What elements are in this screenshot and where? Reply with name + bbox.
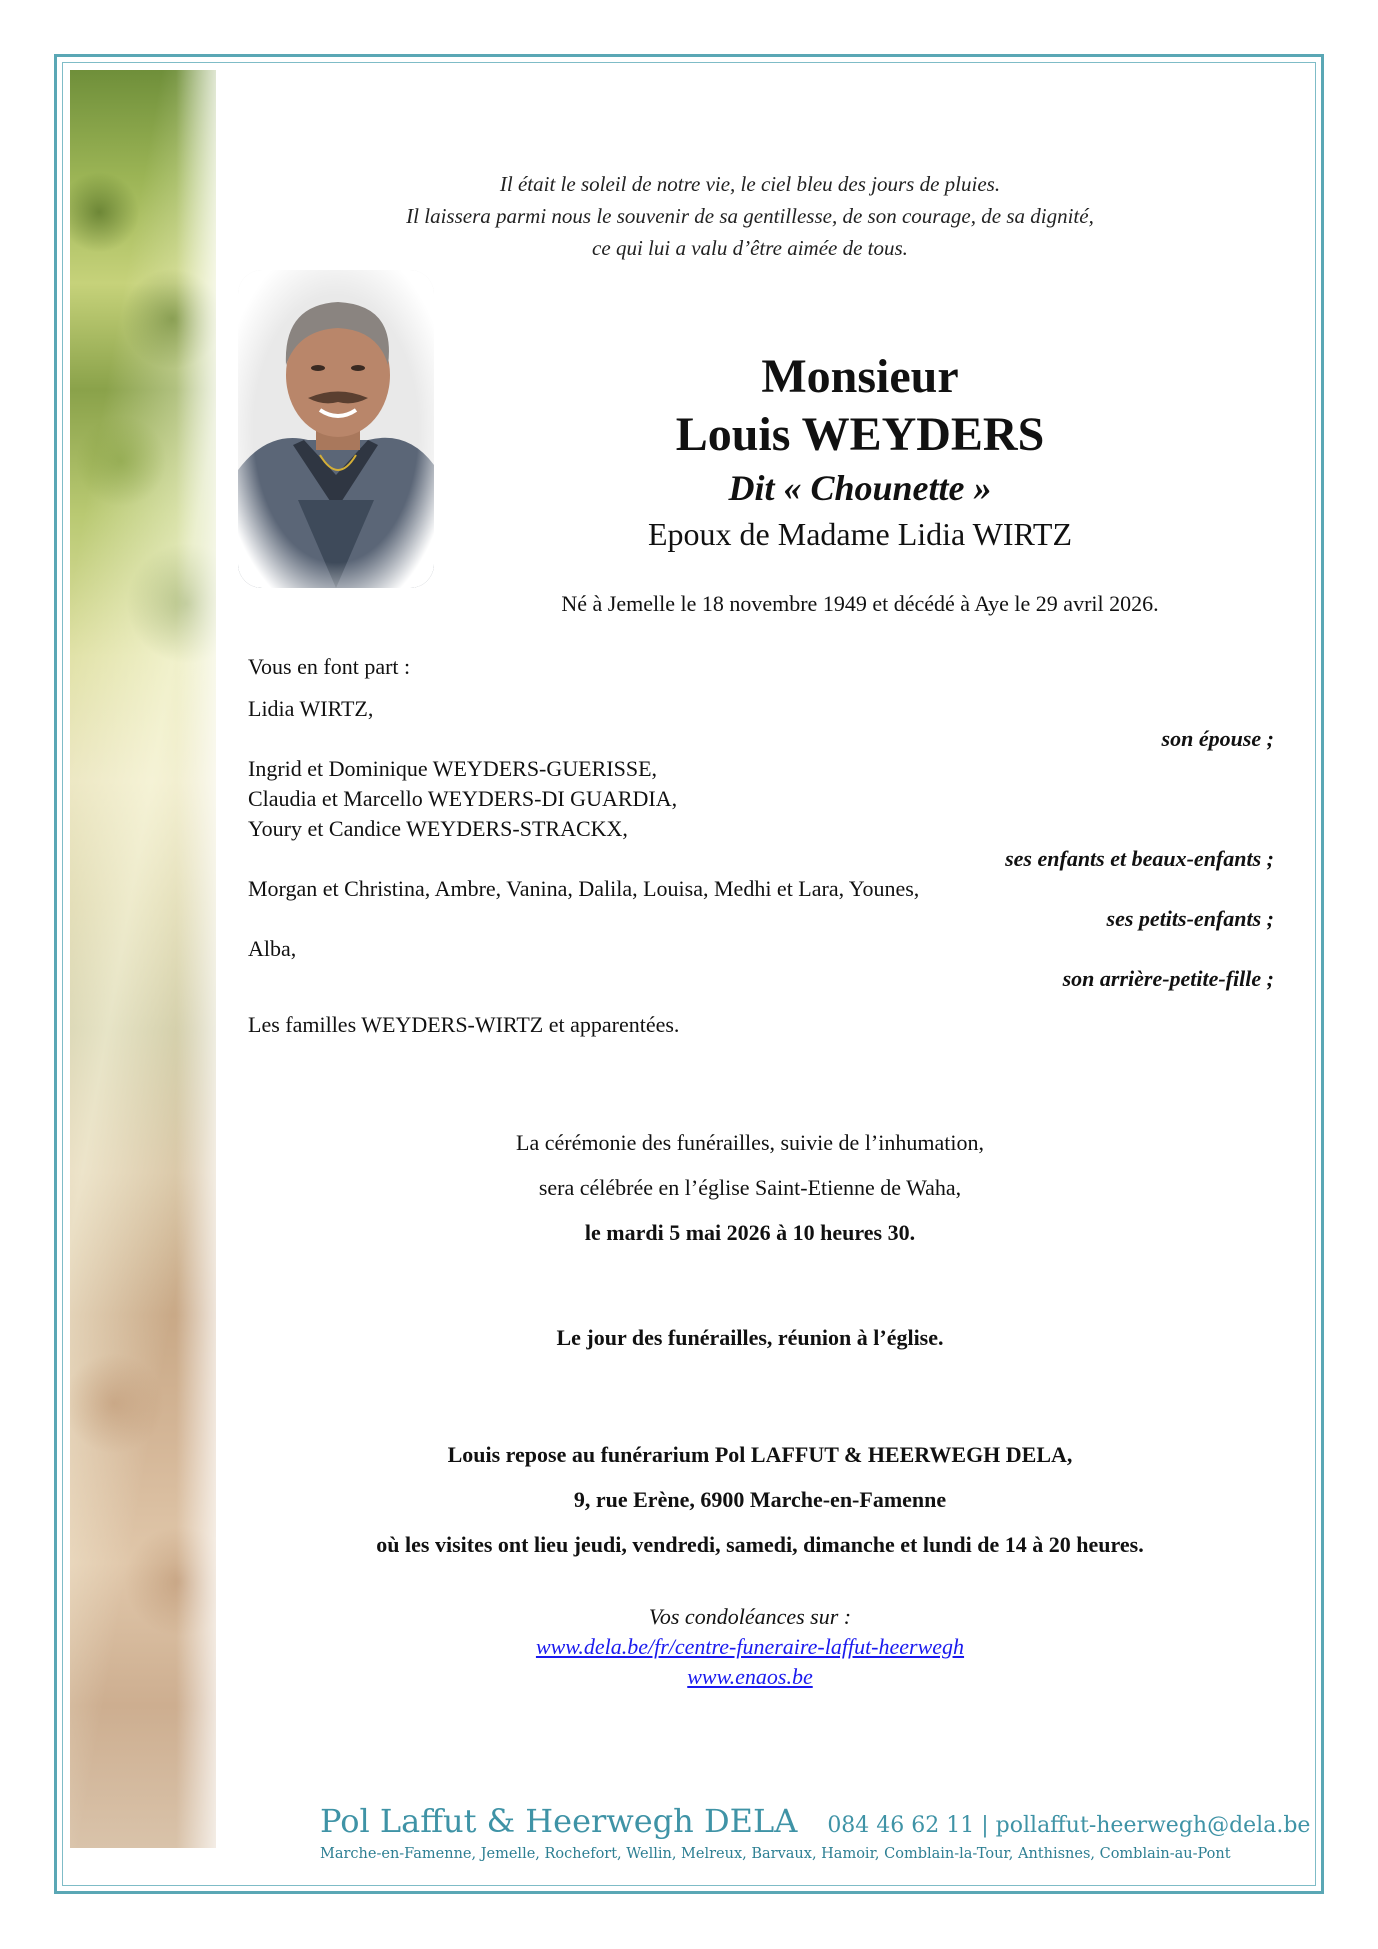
child-entry: Ingrid et Dominique WEYDERS-GUERISSE, — [248, 756, 658, 781]
funeral-home-logo-text: Pol Laffut & Heerwegh DELA — [320, 1802, 798, 1840]
family-intro: Vous en font part : — [248, 654, 411, 679]
child-entry: Youry et Candice WEYDERS-STRACKX, — [248, 816, 628, 841]
spouse-line: Epoux de Madame Lidia WIRTZ — [647, 516, 1073, 552]
quote-line: Il laissera parmi nous le souvenir de sa gentillesse, de son courage, de sa dignité, — [406, 204, 1094, 228]
condolences-block — [260, 1602, 1240, 1692]
memorial-quote — [260, 168, 1240, 264]
funeral-home-towns: Marche-en-Famenne, Jemelle, Rochefort, Wellin, Melreux, Barvaux, Hamoir, Comblain-la-Tour, Anthisnes, Comblain-au-Pont — [320, 1846, 1231, 1862]
condolences-link-dela[interactable]: www.dela.be/fr/centre-funeraire-laffut-heerwegh — [535, 1634, 965, 1659]
funeral-home-contact: 084 46 62 11 | pollaffut-heerwegh@dela.be — [827, 1813, 1311, 1838]
portrait-illustration — [238, 270, 434, 588]
funeral-home-footer — [320, 1802, 1311, 1862]
family-announcement — [248, 652, 1276, 1040]
deceased-title-block — [440, 348, 1280, 556]
spouse-entry: Lidia WIRTZ, — [248, 696, 374, 721]
visiting-hours: où les visites ont lieu jeudi, vendredi, samedi, dimanche et lundi de 14 à 20 heures. — [376, 1532, 1144, 1557]
quote-line: Il était le soleil de notre vie, le ciel bleu des jours de pluies. — [499, 172, 1001, 196]
deceased-name: Louis WEYDERS — [675, 408, 1045, 461]
meeting-note: Le jour des funérailles, réunion à l’église. — [556, 1325, 944, 1350]
children-role: ses enfants et beaux-enfants ; — [1005, 846, 1274, 871]
great-grandchild-entry: Alba, — [248, 936, 297, 961]
forest-path-image — [70, 70, 216, 1848]
repose-line: Louis repose au funérarium Pol LAFFUT & HEERWEGH DELA, — [447, 1442, 1073, 1467]
families-entry: Les familles WEYDERS-WIRTZ et apparentées. — [248, 1012, 680, 1037]
quote-line: ce qui lui a valu d’être aimée de tous. — [592, 236, 908, 260]
honorific: Monsieur — [761, 350, 959, 403]
ceremony-line: La cérémonie des funérailles, suivie de l’inhumation, — [516, 1130, 984, 1155]
spouse-role: son épouse ; — [1161, 726, 1274, 751]
band-fade — [176, 70, 216, 1848]
footer-brand-row — [320, 1802, 1311, 1840]
deceased-nickname: Dit « Chounette » — [728, 468, 992, 508]
repose-address: 9, rue Erène, 6900 Marche-en-Famenne — [573, 1487, 947, 1512]
portrait-photo — [238, 270, 434, 588]
ceremony-line: sera célébrée en l’église Saint-Etienne de Waha, — [538, 1175, 962, 1200]
great-grandchild-role: son arrière-petite-fille ; — [1062, 966, 1274, 991]
condolences-link-enaos[interactable]: www.enaos.be — [687, 1664, 813, 1689]
grandchildren-entry: Morgan et Christina, Ambre, Vanina, Dalila, Louisa, Medhi et Lara, Younes, — [248, 876, 920, 901]
ceremony-date: le mardi 5 mai 2026 à 10 heures 30. — [584, 1220, 916, 1245]
child-entry: Claudia et Marcello WEYDERS-DI GUARDIA, — [248, 786, 678, 811]
repose-info — [240, 1432, 1280, 1567]
grandchildren-role: ses petits-enfants ; — [1106, 906, 1274, 931]
condolences-title: Vos condoléances sur : — [648, 1604, 852, 1629]
ceremony-info — [260, 1120, 1240, 1255]
birth-death-line: Né à Jemelle le 18 novembre 1949 et décédé à Aye le 29 avril 2026. — [561, 591, 1159, 616]
